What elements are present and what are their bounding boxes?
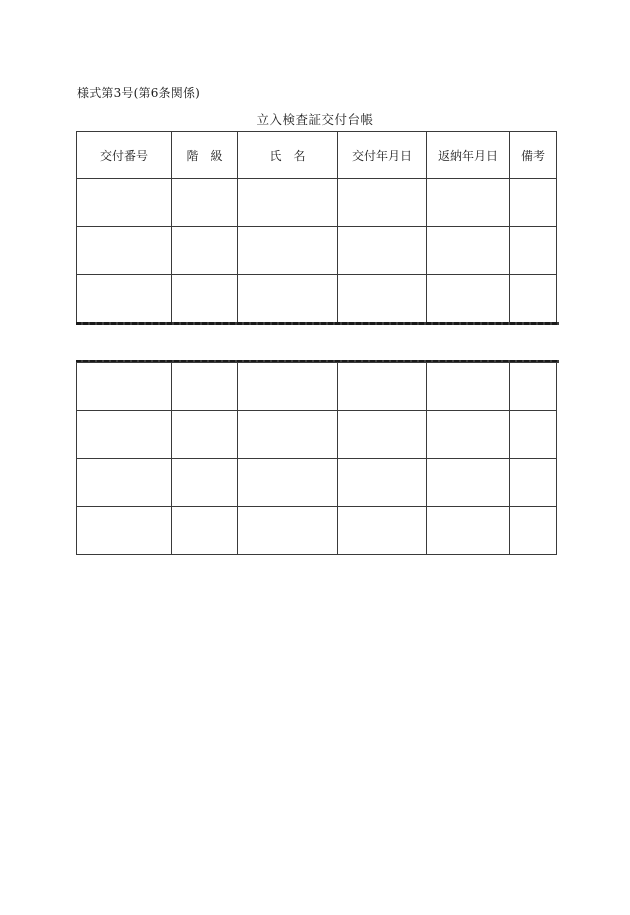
table-cell[interactable] — [510, 507, 557, 555]
table-header-row — [77, 132, 557, 179]
table-row — [77, 179, 557, 227]
table-cell[interactable] — [238, 363, 338, 411]
table-cell[interactable] — [338, 411, 427, 459]
table-cell[interactable] — [427, 227, 510, 275]
table-cell[interactable] — [172, 507, 238, 555]
column-header-issue-number: 交付番号 — [77, 132, 172, 179]
table-cell[interactable] — [172, 275, 238, 323]
table-cell[interactable] — [172, 227, 238, 275]
column-header-issue-date: 交付年月日 — [338, 132, 427, 179]
table-cell[interactable] — [238, 411, 338, 459]
table-cell[interactable] — [510, 363, 557, 411]
table-cell[interactable] — [510, 179, 557, 227]
table-cell[interactable] — [338, 227, 427, 275]
table-cell[interactable] — [77, 363, 172, 411]
table-break-line-top — [76, 322, 559, 325]
table-cell[interactable] — [77, 507, 172, 555]
table-row — [77, 459, 557, 507]
column-header-rank: 階 級 — [172, 132, 238, 179]
table-cell[interactable] — [77, 459, 172, 507]
table-cell[interactable] — [427, 363, 510, 411]
table-cell[interactable] — [238, 459, 338, 507]
column-header-remarks: 備考 — [510, 132, 557, 179]
table-cell[interactable] — [510, 459, 557, 507]
table-row — [77, 411, 557, 459]
table-row — [77, 507, 557, 555]
table-row — [77, 363, 557, 411]
table-cell[interactable] — [172, 179, 238, 227]
table-cell[interactable] — [338, 363, 427, 411]
table-cell[interactable] — [427, 179, 510, 227]
table-cell[interactable] — [338, 179, 427, 227]
table-cell[interactable] — [427, 411, 510, 459]
ledger-table-top — [76, 131, 557, 323]
column-header-return-date: 返納年月日 — [427, 132, 510, 179]
table-cell[interactable] — [427, 507, 510, 555]
table-cell[interactable] — [510, 275, 557, 323]
table-cell[interactable] — [172, 363, 238, 411]
table-cell[interactable] — [338, 507, 427, 555]
table-cell[interactable] — [172, 411, 238, 459]
table-cell[interactable] — [238, 507, 338, 555]
table-cell[interactable] — [427, 275, 510, 323]
table-cell[interactable] — [238, 179, 338, 227]
table-cell[interactable] — [510, 227, 557, 275]
table-cell[interactable] — [238, 227, 338, 275]
table-cell[interactable] — [238, 275, 338, 323]
table-cell[interactable] — [338, 275, 427, 323]
table-cell[interactable] — [77, 275, 172, 323]
table-row — [77, 275, 557, 323]
table-cell[interactable] — [77, 227, 172, 275]
table-cell[interactable] — [77, 179, 172, 227]
ledger-table-bottom — [76, 362, 557, 555]
table-cell[interactable] — [172, 459, 238, 507]
form-number-label: 様式第3号(第6条関係) — [77, 86, 201, 100]
column-header-name: 氏 名 — [238, 132, 338, 179]
table-row — [77, 227, 557, 275]
table-cell[interactable] — [338, 459, 427, 507]
document-title: 立入検査証交付台帳 — [256, 112, 374, 127]
table-cell[interactable] — [77, 411, 172, 459]
table-cell[interactable] — [427, 459, 510, 507]
table-cell[interactable] — [510, 411, 557, 459]
